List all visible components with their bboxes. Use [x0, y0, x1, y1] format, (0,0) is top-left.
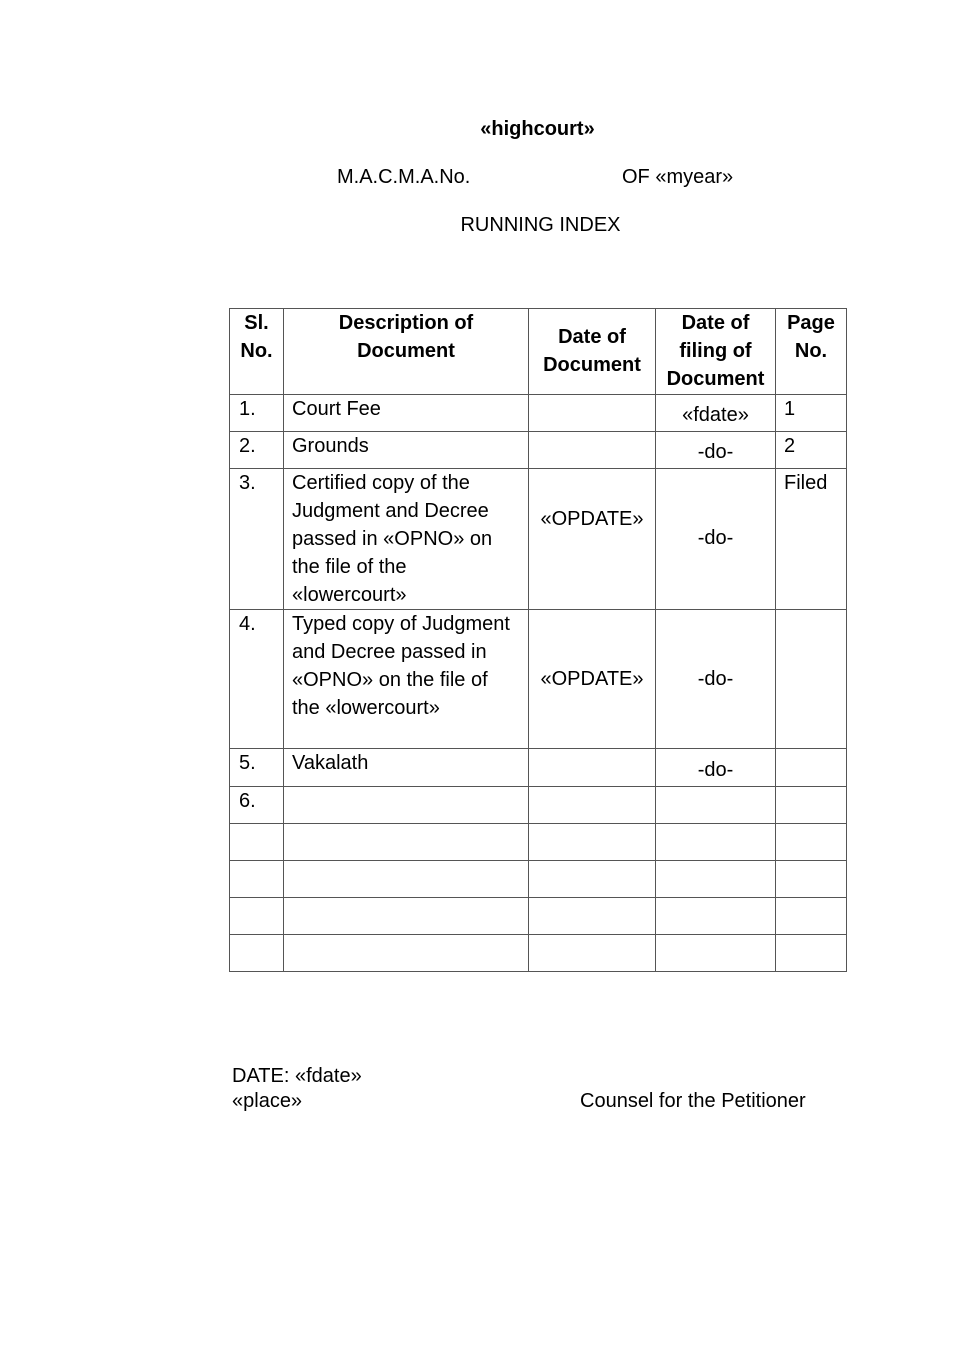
table-row — [230, 749, 847, 787]
empty-cell — [529, 824, 656, 861]
case-year-label: OF «myear» — [622, 166, 734, 188]
cell-filing-date: -do- — [656, 469, 776, 610]
table-row — [230, 395, 847, 432]
cell-filing-date: «fdate» — [656, 395, 776, 432]
empty-cell — [656, 861, 776, 898]
cell-filing-date — [656, 787, 776, 824]
empty-cell — [284, 824, 529, 861]
case-number-label: M.A.C.M.A.No. — [337, 166, 471, 188]
empty-cell — [529, 898, 656, 935]
court-title: «highcourt» — [480, 118, 595, 140]
empty-cell — [776, 824, 847, 861]
empty-table-row — [230, 861, 847, 898]
table-row — [230, 787, 847, 824]
column-header-sl-no: Sl. No. — [230, 309, 284, 395]
table-row — [230, 432, 847, 469]
column-header-filing-date: Date of filing of Document — [656, 309, 776, 395]
empty-cell — [656, 935, 776, 972]
footer-signatory: Counsel for the Petitioner — [580, 1090, 806, 1112]
cell-sl-no: 4. — [230, 610, 284, 749]
empty-cell — [656, 898, 776, 935]
column-header-description: Description of Document — [284, 309, 529, 395]
cell-description: Typed copy of Judgment and Decree passed in «OPNO» on the file of the «lowercourt» — [284, 610, 529, 749]
column-header-page-no: Page No. — [776, 309, 847, 395]
table-row — [230, 610, 847, 749]
index-title: RUNNING INDEX — [460, 214, 621, 236]
cell-page-no: 1 — [776, 395, 847, 432]
empty-cell — [284, 898, 529, 935]
empty-cell — [230, 861, 284, 898]
empty-cell — [284, 935, 529, 972]
cell-document-date — [529, 787, 656, 824]
cell-description: Vakalath — [284, 749, 529, 787]
running-index-table — [229, 308, 847, 972]
empty-cell — [776, 898, 847, 935]
footer-place: «place» — [232, 1090, 303, 1112]
empty-cell — [230, 824, 284, 861]
empty-cell — [529, 935, 656, 972]
column-header-document-date: Date of Document — [529, 309, 656, 395]
cell-filing-date: -do- — [656, 610, 776, 749]
cell-document-date: «OPDATE» — [529, 610, 656, 749]
cell-page-no: Filed — [776, 469, 847, 610]
cell-sl-no: 1. — [230, 395, 284, 432]
table-row — [230, 469, 847, 610]
footer-date: DATE: «fdate» — [232, 1065, 362, 1087]
cell-document-date — [529, 395, 656, 432]
cell-document-date — [529, 749, 656, 787]
cell-page-no — [776, 749, 847, 787]
cell-filing-date: -do- — [656, 749, 776, 787]
table-header-row — [230, 309, 847, 395]
empty-cell — [230, 935, 284, 972]
empty-cell — [230, 898, 284, 935]
empty-cell — [284, 861, 529, 898]
cell-description — [284, 787, 529, 824]
cell-page-no: 2 — [776, 432, 847, 469]
cell-description: Grounds — [284, 432, 529, 469]
empty-table-row — [230, 898, 847, 935]
cell-page-no — [776, 787, 847, 824]
empty-cell — [776, 861, 847, 898]
cell-description: Certified copy of the Judgment and Decree passed in «OPNO» on the file of the «lowercourt» — [284, 469, 529, 610]
cell-document-date: «OPDATE» — [529, 469, 656, 610]
cell-description: Court Fee — [284, 395, 529, 432]
cell-sl-no: 2. — [230, 432, 284, 469]
empty-cell — [776, 935, 847, 972]
cell-filing-date: -do- — [656, 432, 776, 469]
empty-cell — [656, 824, 776, 861]
empty-cell — [529, 861, 656, 898]
cell-sl-no: 6. — [230, 787, 284, 824]
cell-sl-no: 5. — [230, 749, 284, 787]
cell-sl-no: 3. — [230, 469, 284, 610]
empty-table-row — [230, 935, 847, 972]
empty-table-row — [230, 824, 847, 861]
cell-document-date — [529, 432, 656, 469]
cell-page-no — [776, 610, 847, 749]
